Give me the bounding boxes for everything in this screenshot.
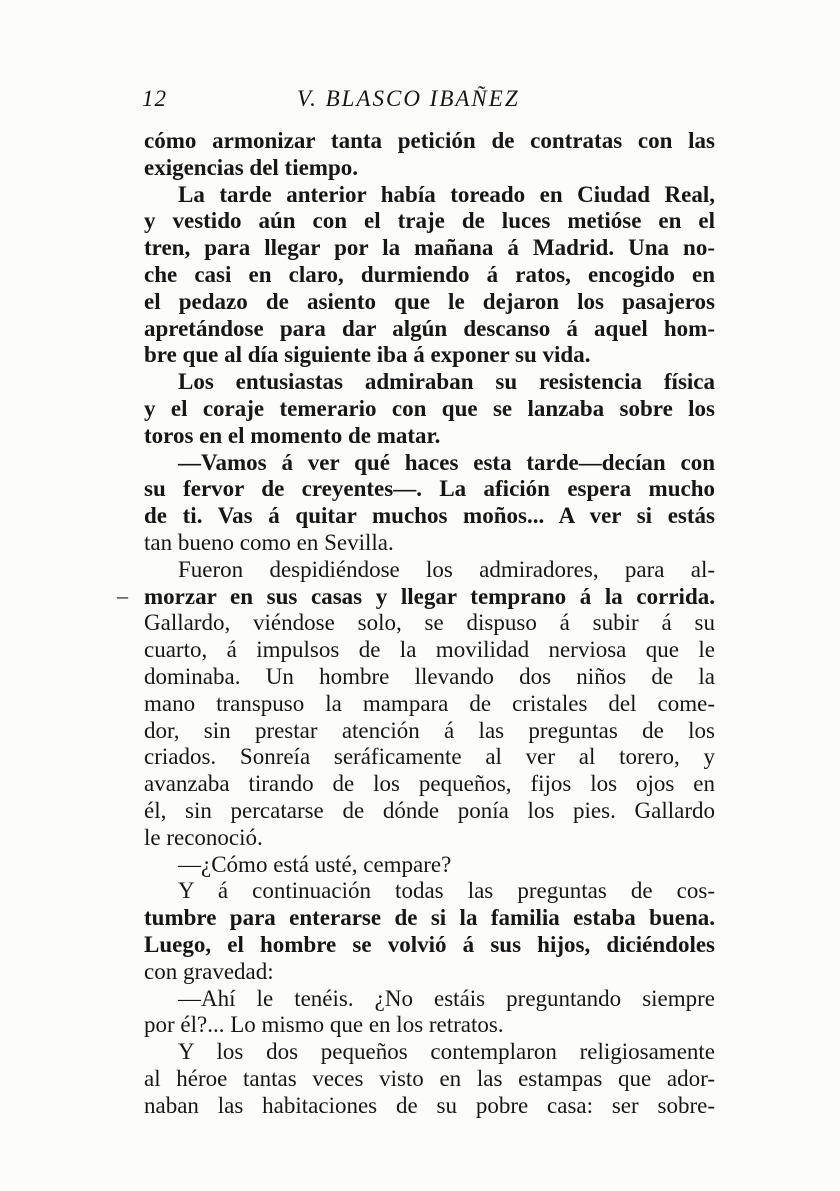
- text-line: tren, para llegar por la mañana á Madrid. Una no-: [144, 235, 715, 261]
- text-line: che casi en claro, durmiendo á ratos, encogido en: [144, 261, 715, 287]
- text-line: mano transpuso la mampara de cristales del come-: [144, 690, 715, 716]
- text-line: dominaba. Un hombre llevando dos niños de la: [144, 663, 715, 689]
- body-text: [144, 128, 715, 1119]
- text-line: cuarto, á impulsos de la movilidad nerviosa que le: [144, 637, 715, 663]
- text-line: y el coraje temerario con que se lanzaba sobre los: [144, 395, 715, 421]
- text-line: exigencias del tiempo.: [144, 154, 358, 180]
- text-line: criados. Sonreía seráficamente al ver al torero, y: [144, 744, 715, 770]
- text-line: apretándose para dar algún descanso á aquel hom-: [144, 315, 715, 341]
- text-line: Los entusiastas admiraban su resistencia física: [178, 369, 715, 395]
- text-line: Gallardo, viéndose solo, se dispuso á subir á su: [144, 610, 715, 636]
- text-line: bre que al día siguiente iba á exponer su vida.: [144, 342, 591, 368]
- text-line: —¿Cómo está usté, cempare?: [178, 851, 452, 877]
- text-line: le reconoció.: [144, 824, 263, 850]
- text-line: cómo armonizar tanta petición de contratas con las: [144, 128, 715, 153]
- text-line: el pedazo de asiento que le dejaron los pasajeros: [144, 288, 715, 314]
- text-line: avanzaba tirando de los pequeños, fijos los ojos en: [144, 771, 715, 797]
- text-line: él, sin percatarse de dónde ponía los pies. Gallardo: [144, 797, 715, 823]
- margin-dash-mark: –: [117, 583, 128, 608]
- text-line: por él?... Lo mismo que en los retratos.: [144, 1012, 504, 1038]
- text-line: Y los dos pequeños contemplaron religiosamente: [178, 1039, 715, 1065]
- text-line: y vestido aún con el traje de luces metióse en el: [144, 208, 715, 234]
- text-line: La tarde anterior había toreado en Ciudad Real,: [178, 181, 715, 207]
- text-line: con gravedad:: [144, 958, 274, 984]
- text-line: al héroe tantas veces visto en las estampas que ador-: [144, 1065, 715, 1091]
- text-line: —Ahí le tenéis. ¿No estáis preguntando siempre: [178, 985, 715, 1011]
- text-line: Y á continuación todas las preguntas de cos-: [178, 878, 715, 904]
- text-line: toros en el momento de matar.: [144, 422, 441, 448]
- text-line: dor, sin prestar atención á las preguntas de los: [144, 717, 715, 743]
- text-line: su fervor de creyentes—. La afición espera mucho: [144, 476, 715, 502]
- text-line: —Vamos á ver qué haces esta tarde—decían con: [178, 449, 715, 475]
- text-line: tan bueno como en Sevilla.: [144, 529, 394, 555]
- page-number: 12: [142, 86, 167, 111]
- text-line: naban las habitaciones de su pobre casa: ser sobre-: [144, 1092, 715, 1118]
- text-line: tumbre para enterarse de si la familia estaba buena.: [144, 905, 715, 931]
- text-line: morzar en sus casas y llegar temprano á la corrida.: [144, 583, 715, 609]
- text-line: Fueron despidiéndose los admiradores, para al-: [178, 556, 715, 582]
- text-line: de ti. Vas á quitar muchos moños... A ver si estás: [144, 503, 715, 529]
- running-head: V. BLASCO IBAÑEZ: [297, 86, 520, 111]
- text-line: Luego, el hombre se volvió á sus hijos, diciéndoles: [144, 931, 715, 957]
